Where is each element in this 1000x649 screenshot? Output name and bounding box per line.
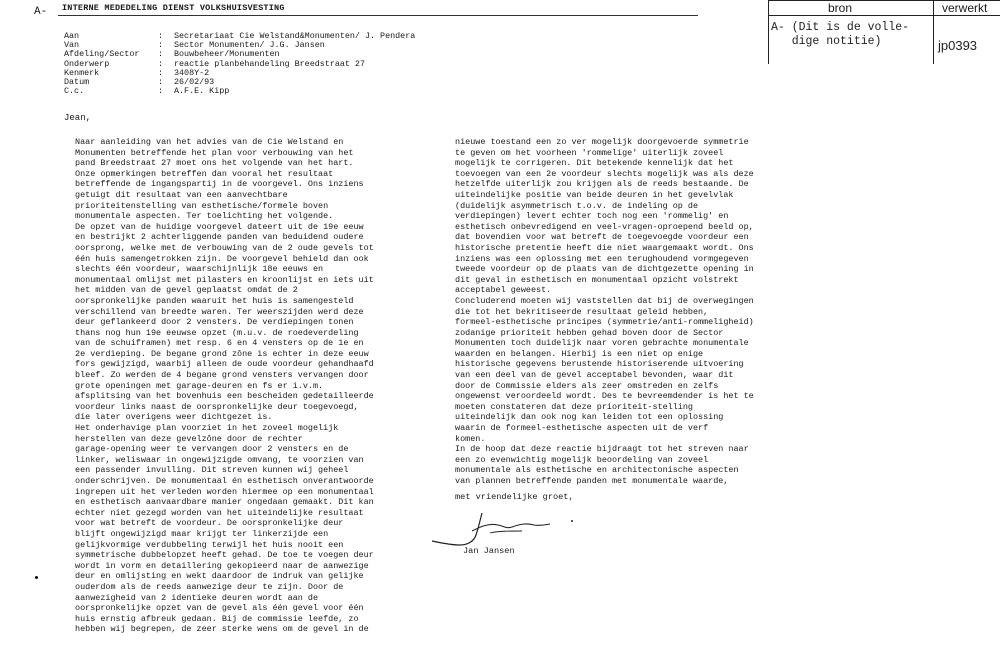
bron-label: bron [828, 1, 853, 15]
body-line: die later overigens weer dichtgezet is. [75, 412, 273, 423]
header-rule [58, 15, 698, 16]
memo-meta [64, 32, 415, 96]
meta-label: Aan [64, 31, 80, 41]
body-line: hebben wij begrepen, de zeer sterke wens om de gevel in de [75, 624, 369, 635]
body-line: een zo evenwichtig mogelijk beoordeling van zoveel [455, 454, 709, 465]
meta-row [64, 78, 415, 87]
body-line: te geven om het voorheen 'rommelige' uiterlijk zoveel [455, 147, 724, 158]
body-line: esthetisch onbevredigend en veel-vragen-oproepend beeld op, [455, 221, 754, 232]
body-line: gelijkvormige verdubbeling terwijl het huis nooit een [75, 539, 344, 550]
body-line: garage-opening weer te vervangen door 2 vensters en de [75, 444, 349, 455]
meta-label: C.c. [64, 86, 85, 97]
body-line: onderschrijven. De monumentaal én esthetisch onverantwoorde [75, 476, 374, 486]
body-line: waarden en belangen. Hierbij is een niet op enige [455, 348, 704, 359]
body-line: acceptabel geweest. [455, 285, 552, 296]
body-line: Naar aanleiding van het advies van de Cie Welstand en [75, 137, 344, 147]
body-line: dat bovendien voor wat betreft de toegevoegde voordeur een [455, 232, 749, 243]
body-line: formeel-esthetische principes (symmetrie/anti-rommeligheid) [455, 317, 754, 328]
meta-label: Afdeling/Sector [64, 49, 140, 60]
body-line: deur en omlijsting en wekt daardoor de indruk van gelijke [75, 571, 364, 582]
body-line: door de Commissie elders als zeer omstreden en zelfs [455, 380, 719, 391]
body-line: monumentale aspecten. Ter toelichting het volgende. [75, 211, 334, 222]
body-line: uiteindelijk dan ook nog kan leiden tot een oplossing [455, 412, 724, 423]
body-line: die tot het bekritiseerde resultaat geleid hebben, [455, 306, 709, 317]
meta-label: Datum [64, 77, 90, 88]
meta-row [64, 60, 415, 69]
body-line: Monumenten betreffende het plan voor verbouwing van het [75, 147, 354, 158]
body-line: hetzelfde uiterlijk zou krijgen als de reeds bestaande. De [455, 179, 749, 190]
body-line: prioriteitenstelling van esthetische/formele boven [75, 200, 329, 211]
body-line: van de schuiframen) met resp. 6 en 4 vensters op de 1e en [75, 338, 364, 349]
stamp-note: A- (Dit is de volle- dige notitie) [771, 21, 910, 48]
meta-colon: : [158, 77, 164, 88]
body-line: oorspronkelijke opzet van de gevel als één gevel voor één [75, 603, 364, 614]
meta-colon: : [158, 49, 164, 60]
meta-colon: : [158, 86, 164, 97]
body-line: monumentale als esthetische en architectonische aspecten [455, 465, 739, 476]
body-line: ingrepen uit het verleden worden hiermee op een monumentaal [75, 486, 374, 497]
body-right-column [455, 137, 775, 487]
body-line: historische pretentie heeft die niet waargemaakt wordt. Ons [455, 242, 754, 253]
meta-colon: : [158, 31, 164, 41]
body-line: zodanige prioriteit hebben gehad boven door de Sector [455, 327, 724, 338]
meta-colon: : [158, 40, 164, 51]
body-line: thans nog hun 19e eeuwse opzet (m.u.v. de roedeverdeling [75, 327, 359, 338]
meta-value: Bouwbeheer/Monumenten [174, 49, 280, 60]
body-line: betreffende de ingangspartij in de voorgevel. Ons inziens [75, 179, 364, 190]
body-line: komen. [455, 433, 486, 444]
body-line: bleef. Zo werden de 4 begane grond vensters vervangen door [75, 370, 369, 381]
body-line: een passender invulling. Dit streven kunnen wij geheel [75, 465, 349, 476]
body-line: en esthetisch aanvaardbare manier ongedaan gemaakt. Dit kan [75, 497, 374, 508]
signer-name: Jan Jansen [463, 546, 515, 556]
body-line: Monumenten toch duidelijk naar voren gebrachte monumentale [455, 338, 749, 349]
body-line: Concluderend moeten wij vaststellen dat bij de overwegingen [455, 295, 754, 306]
body-line: toevoegen van een 2e voordeur slechts mogelijk was als deze [455, 168, 754, 179]
body-line: inziens was een oplossing met een terughoudend vormgegeven [455, 253, 749, 264]
body-line: ongewenst veroordeeld wordt. Des te bevreemdender is het te [455, 391, 754, 402]
body-line: 2e verdieping. De begane grond zône is echter in deze eeuw [75, 348, 369, 359]
meta-value: 3408Y-2 [174, 67, 210, 78]
body-line: voor wat betreft de voordeur. De oorspronkelijke deur [75, 518, 344, 529]
body-line: symmetrische dubbelopzet heeft gehad. De toe te voegen deur [75, 550, 374, 561]
body-line: verschillend van breedte waren. Ter weerszijden werd deze [75, 306, 364, 317]
meta-value: A.F.E. Kipp [174, 86, 230, 97]
body-line: oorspronkelijke panden waaruit het huis is samengesteld [75, 295, 354, 306]
body-line: linker, weliswaar in ongewijzigde omvang, te voorzien van [75, 454, 364, 465]
header-mark: A- [34, 6, 48, 18]
body-line: mogelijk te corrigeren. Dit betekende kennelijk dat het [455, 158, 734, 169]
body-line: tweede voordeur op de plaats van de dichtgezette opening in [455, 264, 754, 275]
body-line: waarin de formeel-esthetische aspecten uit de verf [455, 423, 709, 434]
stamp-code: jp0393 [938, 38, 978, 53]
body-line: en bestrijkt 2 achterliggende panden van beduidend oudere [75, 232, 364, 243]
meta-value: Secretariaat Cie Welstand&Monumenten/ J. Pendera [174, 31, 416, 41]
body-line: De opzet van de huidige voorgevel dateert uit de 19e eeuw [75, 221, 364, 232]
ink-speck [35, 576, 38, 579]
meta-value: 26/02/93 [174, 77, 215, 88]
body-line: historische gegevens berustende historiserende uitvoering [455, 359, 744, 370]
body-line: Onze opmerkingen betreffen dan vooral het resultaat [75, 168, 334, 179]
meta-row [64, 87, 415, 96]
memo-title: INTERNE MEDEDELING DIENST VOLKSHUISVESTING [62, 3, 285, 13]
body-line: Het onderhavige plan voorziet in het zoveel mogelijk [75, 423, 339, 434]
body-line: pand Breedstraat 27 moet ons het volgende van het hart. [75, 158, 354, 169]
meta-colon: : [158, 58, 164, 69]
body-line: één huis samengetrokken zijn. De voorgevel behield dan ook [75, 253, 369, 264]
body-line: wordt in vorm en detaillering gekopieerd naar de aanwezige [75, 560, 369, 571]
meta-row [64, 69, 415, 78]
body-line: dit geval in esthetisch en monumentaal opzicht volstrekt [455, 274, 739, 285]
meta-label: Onderwerp [64, 58, 110, 69]
closing-line: met vriendelijke groet, [455, 492, 574, 502]
body-line: oorsprong, welke met de verbouwing van de 2 oude gevels tot [75, 242, 374, 253]
body-line: uiteindelijke positie van beide deuren in het gevelvlak [455, 189, 734, 200]
body-line: het midden van de gevel geplaatst omdat de 2 [75, 285, 298, 296]
body-line: grote openingen met garage-deuren en fs er i.v.m. [75, 380, 324, 391]
body-line: herstellen van deze gevelzône door de rechter [75, 433, 303, 444]
body-line: aanwezigheid van 2 identieke deuren wordt aan de [75, 592, 319, 603]
body-line: nieuwe toestand een zo ver mogelijk doorgevoerde symmetrie [455, 137, 749, 147]
body-line: voordeur links naast de oorspronkelijke deur toegevoegd, [75, 401, 359, 412]
body-line: In de hoop dat deze reactie bijdraagt tot het streven naar [455, 444, 749, 455]
meta-value: Sector Monumenten/ J.G. Jansen [174, 40, 325, 51]
body-line: blijft ongewijzigd maar krijgt ter linkerzijde een [75, 528, 329, 539]
body-line: deur geflankeerd door 2 vensters. De verdiepingen tonen [75, 317, 354, 328]
body-line: verdiepingen) levert echter toch nog een 'rommelig' en [455, 211, 729, 222]
source-stamp [768, 0, 1000, 64]
body-line: getuigt dit resultaat van een aanvechtbare [75, 189, 288, 200]
salutation: Jean, [64, 113, 92, 123]
body-line: echter niet gezegd worden van het uiteindelijke resultaat [75, 507, 364, 518]
body-line: huis ernstig afbreuk gedaan. Bij de commissie leefde, zo [75, 613, 359, 624]
body-line: moeten constateren dat deze prioriteit-stelling [455, 401, 693, 412]
body-line: van plannen betreffende panden met monumentale waarde, [455, 476, 729, 486]
meta-label: Kenmerk [64, 67, 100, 78]
body-line: fors gewijzigd, waarbij alleen de oude voordeur gehandhaafd [75, 359, 374, 370]
body-line: van een deel van de gevel acceptabel bevonden, waar dit [455, 370, 734, 381]
meta-label: Van [64, 40, 80, 51]
body-line: (duidelijk asymmetrisch t.o.v. de indeling op de [455, 200, 699, 211]
meta-colon: : [158, 67, 164, 78]
verwerkt-label: verwerkt [942, 1, 988, 15]
body-line: slechts één voordeur, waarschijnlijk 18e eeuws en [75, 264, 324, 275]
body-line: monumentaal omlijst met pilasters en kroonlijst en iets uit [75, 274, 374, 285]
body-line: afsplitsing van het bovenhuis een bescheiden gedetailleerde [75, 391, 374, 402]
meta-value: reactie planbehandeling Breedstraat 27 [174, 58, 365, 69]
body-line: ouderdom als de reeds aanwezige deur te zijn. Door de [75, 581, 344, 592]
body-left-column [75, 137, 455, 635]
